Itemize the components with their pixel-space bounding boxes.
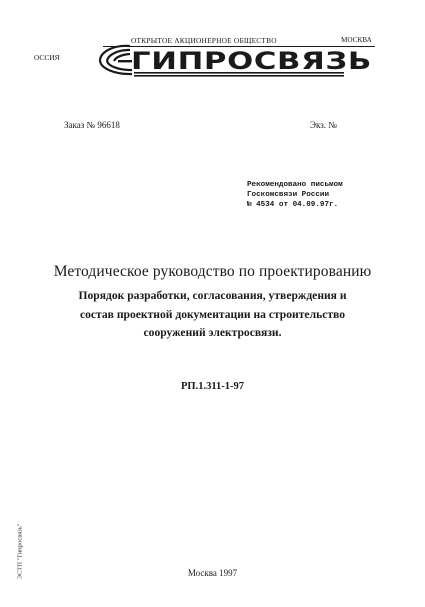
document-title: Методическое руководство по проектированию [53,263,372,280]
footer-city-year: Москва 1997 [187,568,238,578]
subtitle-line-1: Порядок разработки, согласования, утверждения и [78,289,347,302]
recommendation-line-2: Госкомсвязи России [247,191,330,199]
subtitle-line-3: сооружений электросвязи. [143,326,282,339]
subtitle-line-2: состав проектной документации на строительство [79,307,346,321]
recommendation-note [247,180,343,210]
company-type-label: ОТКРЫТОЕ АКЦИОНЕРНОЕ ОБЩЕСТВО [131,36,277,45]
recommendation-line-1: Рекомендовано письмом [247,181,343,189]
header-country-fragment: ОССИЯ [34,53,60,62]
header-city: МОСКВА [341,36,372,44]
side-stamp: ЭСТП "Гипросвязь" [16,523,24,580]
recommendation-line-3: № 4534 от 04.09.97г. [247,201,339,209]
document-code: РП.1.311-1-97 [181,381,244,392]
document-subtitle [0,287,425,343]
order-number: Заказ № 96618 [64,120,120,130]
giprosvyaz-logo-text: ГИПРОСВЯЗЬ [131,47,372,75]
copy-number: Экз. № [310,120,337,130]
